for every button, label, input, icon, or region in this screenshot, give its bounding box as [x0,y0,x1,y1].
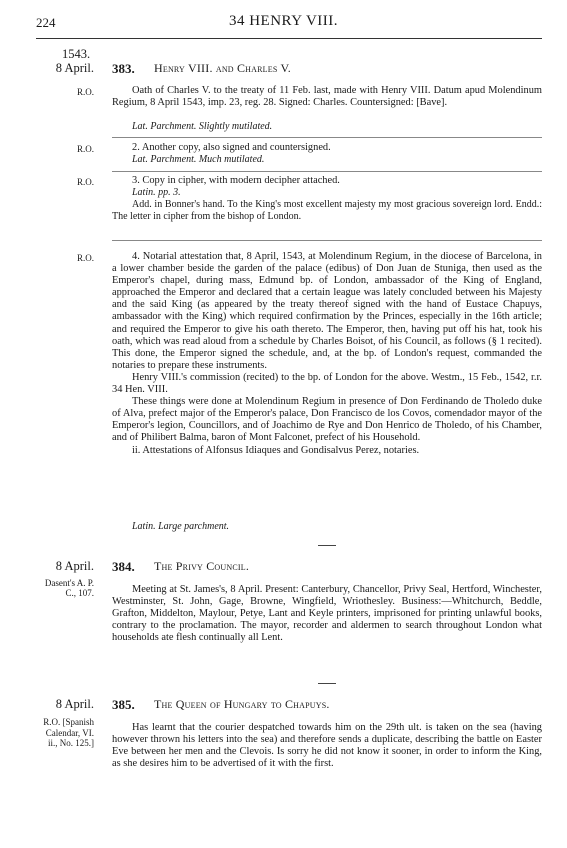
entry-383-item-3-margin: R.O. [76,177,94,187]
entry-384-number: 384. [112,559,135,574]
entry-384-date: 8 April. [55,559,94,573]
entry-383-item-3-text: 3. Copy in cipher, with modern decipher attached. [132,175,340,186]
entry-385-number: 385. [112,697,135,712]
entry-384-title: The Privy Council. [154,559,250,573]
page-number: 224 [36,15,56,30]
item-separator [112,137,542,138]
entry-383-item-1-note: Lat. Parchment. Slightly mutilated. [132,121,273,132]
entry-383-item-3-note: Latin. pp. 3. [132,187,181,198]
entry-383-item-2-margin: R.O. [76,144,94,154]
entry-383-item-4-text: 4. Notarial attestation that, 8 April, 1543, at Molendinum Regium, in the diocese of Barcelona, in a lower chamber beside the garden of the palace (edibus) of Don Juan de Stuniga, then used as the Emperor's chapel, during mass, Edmund bp. of London, ambassador of the King of England, approached the Emperor and declared that a certain league was lately concluded between his Majesty and the said King (as appeared by the treaty thereof signed with the hand of Eustace Chapuys, ambassador with the King) which required confirmation by the Princes, especially in the 16th article; and required the Emperor to give his oath thereto. The Emperor, then, having put off his hat, took his oath, which was read aloud from a schedule by Charles Boisot, of his Council, as follows (§ 1 recited). This done, the Emperor signed the schedule, and, at the bp. of London's request, commanded the notaries to prepare these instruments. Henry VIII.'s commission (recited) to the bp. of London for the above. Westm., 15 Feb., 1542, r.r. 34 Hen. VIII. These things were done at Molendinum Regium in presence of Don Ferdinando de Tholedo duke of Alva, prefect major of the Emperor's palace, Don Francisco de los Covos, comendador mayor of the Emperor's legion, Councillors, and of Joachimo de Rye and Don Henrico de Tholedo, of his Chamber, and of Philibert Balma, baron of Mont Falconet, prefect of his Household. ii. Attestations of Alfonsus Idiaques and Gondisalvus Perez, notaries. [112,251,542,456]
entry-383-item-4-margin: R.O. [76,253,94,263]
entry-383-item-2-note: Lat. Parchment. Much mutilated. [132,154,265,165]
running-head: 34 HENRY VIII. [228,13,339,29]
entry-383-date: 8 April. [55,61,94,75]
entry-383-item-3-address: Add. in Bonner's hand. To the King's most excellent majesty my most gracious sovereign lord. Endd.: The letter in cipher from the bishop of London. [112,199,542,223]
entry-385-text: Has learnt that the courier despatched towards him on the 29th ult. is taken on the sea (having however thrown his letters into the sea) and therefore sends a duplicate, describing the battle on Easter Eve between her men and the Clevois. Is sorry he did not know it sooner, in order to inform the King, as she desires him to be advertised of it with the first. [112,722,542,770]
entry-383-number: 383. [112,61,135,76]
entry-384-text: Meeting at St. James's, 8 April. Present: Canterbury, Chancellor, Privy Seal, Hertford, Winchester, Westminster, St. John, Gage, Browne, Wingfield, Wriothesley. Business:—Whitchurch, Beddle, Grafton, Middelton, Maylour, Petye, Lant and Keyle printers, imprisoned for printing unlawful books, contrary to the proclamation. The mayor, recorder and aldermen to search throughout London what households ate flesh continually all Lent. [112,584,542,644]
entry-year: 1543. [62,47,91,61]
entry-385-title: The Queen of Hungary to Chapuys. [154,697,330,711]
entry-383-item-4-note: Latin. Large parchment. [132,521,230,532]
entry-385-margin: R.O. [Spanish Calendar, VI. ii., No. 125.] [43,717,94,748]
entry-384-margin: Dasent's A. P. C., 107. [44,578,94,598]
entry-383-item-1-margin: R.O. [76,87,94,97]
item-separator [112,171,542,172]
item-separator [112,240,542,241]
entry-383-item-2-text: 2. Another copy, also signed and countersigned. [132,142,331,153]
header-rule [36,38,542,39]
entry-385-date: 8 April. [55,697,94,711]
entry-383-item-1-text: Oath of Charles V. to the treaty of 11 Feb. last, made with Henry VIII. Datum apud Molendinum Regium, 8 April 1543, imp. 23, reg. 28. Signed: Charles. Countersigned: [Bave]. [112,85,542,109]
entry-divider [318,683,336,684]
entry-divider [318,545,336,546]
entry-383-title: Henry VIII. and Charles V. [154,61,291,75]
